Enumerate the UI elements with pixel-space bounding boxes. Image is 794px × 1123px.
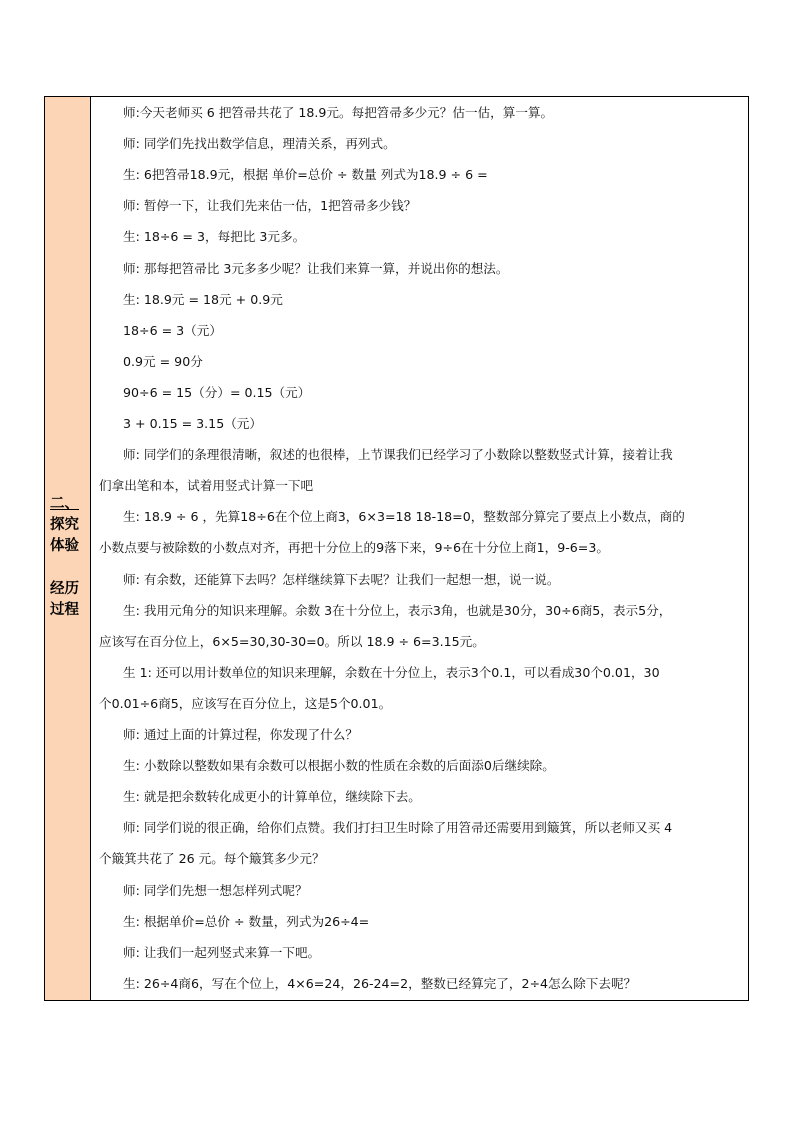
text-line: 生: 就是把余数转化成更小的计算单位，继续除下去。 [123,789,421,805]
text-line: 师: 让我们一起列竖式来算一下吧。 [123,944,321,960]
section-title-line-3: 经历 [50,581,79,597]
section-title-line-2: 体验 [50,538,79,554]
text-line: 师:今天老师买 6 把笤帚共花了 18.9元。每把笤帚多少元？估一估，算一算。 [123,105,554,120]
text-line: 3 + 0.15 = 3.15（元） [123,416,262,431]
lesson-content-cell [91,97,748,1000]
section-title-line-1: 探究 [50,517,79,533]
section-label-cell [45,97,91,1000]
text-line: 90÷6 = 15（分）= 0.15（元） [123,384,311,400]
text-line: 生: 小数除以整数如果有余数可以根据小数的性质在余数的后面添0后继续除。 [123,758,555,774]
text-line: 18÷6 = 3（元） [123,322,222,338]
section-label [50,494,90,621]
text-line: 生: 6把笤帚18.9元，根据 单价=总价 ÷ 数量 列式为18.9 ÷ 6 = [123,167,488,183]
section-number: 二、 [50,496,79,512]
text-line: 小数点要与被除数的小数点对齐，再把十分位上的9落下来，9÷6在十分位上商1，9-6=3。 [99,540,609,556]
text-line: 生: 18÷6 = 3，每把比 3元多。 [123,229,306,245]
text-line: 师: 有余数，还能算下去吗？怎样继续算下去呢？让我们一起想一想，说一说。 [123,571,560,587]
text-line: 0.9元 = 90分 [123,353,203,369]
text-line: 师: 同学们先想一想怎样列式呢？ [123,882,308,898]
text-line: 生: 26÷4商6，写在个位上，4×6=24，26-24=2，整数已经算完了，2÷4怎么除下去呢？ [123,975,637,991]
section-title-line-4: 过程 [50,602,79,618]
text-line: 师: 同学们的条理很清晰，叙述的也很棒，上节课我们已经学习了小数除以整数竖式计算，接着让我 [123,447,673,463]
text-line: 师: 那每把笤帚比 3元多多少呢？让我们来算一算，并说出你的想法。 [123,260,509,276]
text-line: 们拿出笔和本，试着用竖式计算一下吧 [99,478,314,494]
text-line: 师: 同学们先找出数学信息，理清关系，再列式。 [123,136,396,152]
text-line: 师: 通过上面的计算过程，你发现了什么？ [123,727,358,742]
text-line: 生: 我用元角分的知识来理解。余数 3在十分位上，表示3角，也就是30分，30÷6商5，表示5分， [123,602,672,618]
text-line: 个簸箕共花了 26 元。每个簸箕多少元？ [99,851,325,867]
text-line: 生 1: 还可以用计数单位的知识来理解，余数在十分位上，表示3个0.1，可以看成30个0.01，30 [123,664,660,680]
text-line: 生: 18.9 ÷ 6 ，先算18÷6在个位上商3，6×3=18 18-18=0，整数部分算完了要点上小数点，商的 [123,509,685,525]
text-line: 生: 18.9元 = 18元 + 0.9元 [123,291,283,307]
text-line: 个0.01÷6商5，应该写在百分位上，这是5个0.01。 [99,695,392,711]
text-line: 应该写在百分位上，6×5=30,30-30=0。所以 18.9 ÷ 6=3.15元。 [99,633,485,649]
text-line: 师: 暂停一下，让我们先来估一估，1把笤帚多少钱？ [123,198,417,214]
lesson-table [44,96,749,1001]
text-line: 师: 同学们说的很正确，给你们点赞。我们打扫卫生时除了用笤帚还需要用到簸箕，所以老师又买 4 [123,820,673,836]
text-line: 生: 根据单价=总价 ÷ 数量，列式为26÷4= [123,913,370,929]
